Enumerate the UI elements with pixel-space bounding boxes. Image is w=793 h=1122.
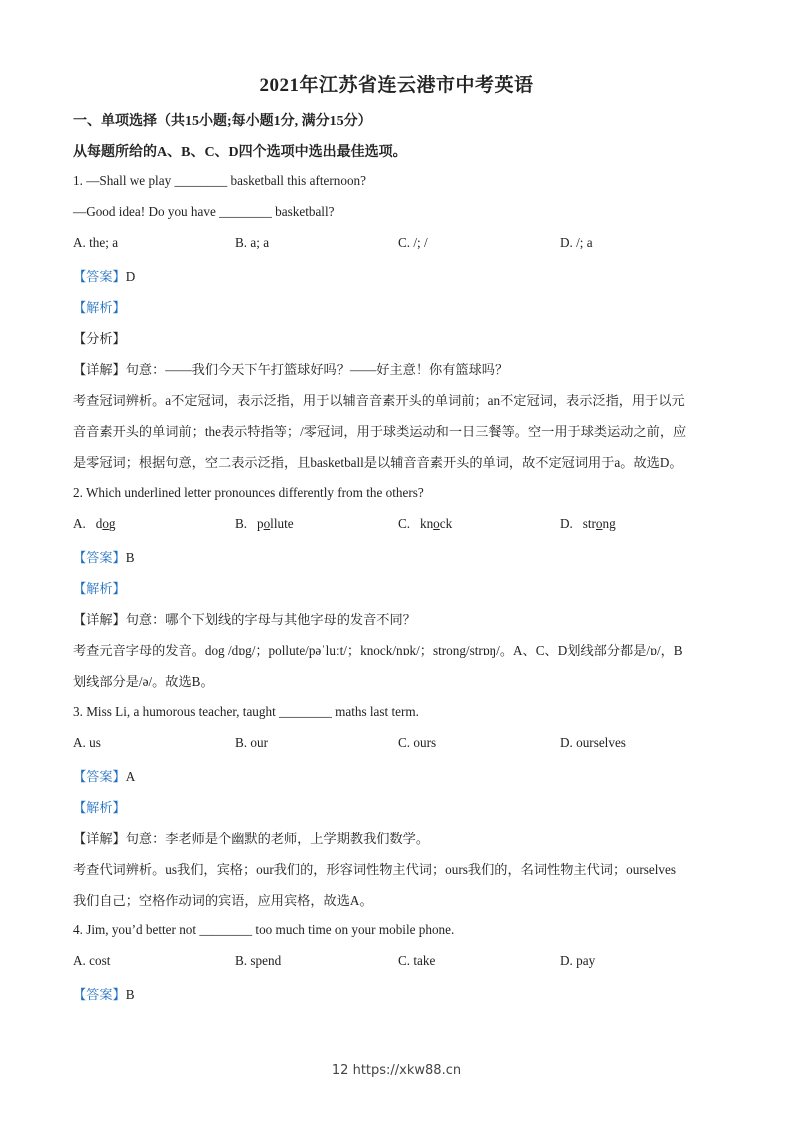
q3-stem: 3. Miss Li, a humorous teacher, taught ________ maths last term.: [73, 704, 419, 719]
answer-tag: 【答案】: [73, 987, 126, 1002]
q4-option-a: A. cost: [73, 953, 111, 968]
q1-stem-1: 1. —Shall we play ________ basketball this afternoon?: [73, 173, 366, 188]
answer-value: B: [125, 987, 135, 1002]
q2-explanation-1: 考查元音字母的发音。dog /dɒg/；pollute/pəˈluːt/；knock/nɒk/；strong/strɒŋ/。A、C、D划线部分都是/ɒ/，B: [73, 643, 683, 658]
q2-option-b: B. pollute: [235, 516, 294, 531]
q4-option-b: B. spend: [235, 953, 282, 968]
q2-detail: 【详解】句意：哪个下划线的字母与其他字母的发音不同？: [73, 612, 416, 627]
q3-explanation-1: 考查代词辨析。us我们，宾格；our我们的，形容词性物主代词；ours我们的，名词性物主代词；ourselves: [73, 862, 676, 877]
section-heading: 一、单项选择（共15小题;每小题1分, 满分15分）: [73, 114, 372, 129]
q4-stem: 4. Jim, you’d better not ________ too much time on your mobile phone.: [73, 922, 455, 937]
q3-explanation-2: 我们自己；空格作动词的宾语，应用宾格，故选A。: [73, 893, 373, 908]
q2-option-d: D. strong: [560, 516, 616, 531]
q2-analysis-tag: 【解析】: [73, 581, 126, 596]
q1-explanation-3: 是零冠词；根据句意，空二表示泛指，且basketball是以辅音音素开头的单词，故不定冠词用于a。故选D。: [73, 455, 683, 470]
q2-explanation-2: 划线部分是/ə/。故选B。: [73, 674, 214, 689]
q2-option-a: A. dog: [73, 516, 116, 531]
q1-option-d: D. /; a: [560, 235, 593, 250]
q3-option-a: A. us: [73, 735, 101, 750]
q4-option-d: D. pay: [560, 953, 596, 968]
q1-stem-2: —Good idea! Do you have ________ basketball?: [73, 204, 335, 219]
q1-fenxi: 【分析】: [73, 331, 126, 346]
page-title: 2021年江苏省连云港市中考英语: [259, 75, 534, 96]
q4-answer: [73, 984, 723, 1003]
answer-value: D: [125, 269, 136, 284]
q1-option-b: B. a; a: [235, 235, 270, 250]
section-instruction: 从每题所给的A、B、C、D四个选项中选出最佳选项。: [73, 145, 407, 160]
q2-option-c: C. knock: [398, 516, 453, 531]
q2-stem: 2. Which underlined letter pronounces differently from the others?: [73, 485, 424, 500]
answer-value: B: [125, 550, 135, 565]
answer-value: A: [125, 769, 136, 784]
q1-option-a: A. the; a: [73, 235, 119, 250]
page-footer: 12 https://xkw88.cn: [331, 1063, 462, 1078]
answer-tag: 【答案】: [73, 769, 126, 784]
q1-detail: 【详解】句意：——我们今天下午打篮球好吗？——好主意！你有篮球吗？: [73, 362, 509, 377]
q3-analysis-tag: 【解析】: [73, 800, 126, 815]
q1-analysis-tag: 【解析】: [73, 300, 126, 315]
q3-option-d: D. ourselves: [560, 735, 626, 750]
q1-explanation-1: 考查冠词辨析。a不定冠词，表示泛指，用于以辅音音素开头的单词前；an不定冠词，表示泛指，用于以元: [73, 393, 685, 408]
q2-answer: [73, 547, 723, 566]
q3-option-c: C. ours: [398, 735, 437, 750]
q3-option-b: B. our: [235, 735, 268, 750]
answer-tag: 【答案】: [73, 269, 126, 284]
q3-answer: [73, 766, 723, 785]
q1-answer: [73, 266, 723, 285]
answer-tag: 【答案】: [73, 550, 126, 565]
q3-detail: 【详解】句意：李老师是个幽默的老师，上学期教我们数学。: [73, 831, 430, 846]
q1-explanation-2: 音音素开头的单词前；the表示特指等；/零冠词，用于球类运动和一日三餐等。空一用于球类运动之前，应: [73, 424, 687, 439]
q1-option-c: C. /; /: [398, 235, 428, 250]
q4-option-c: C. take: [398, 953, 436, 968]
